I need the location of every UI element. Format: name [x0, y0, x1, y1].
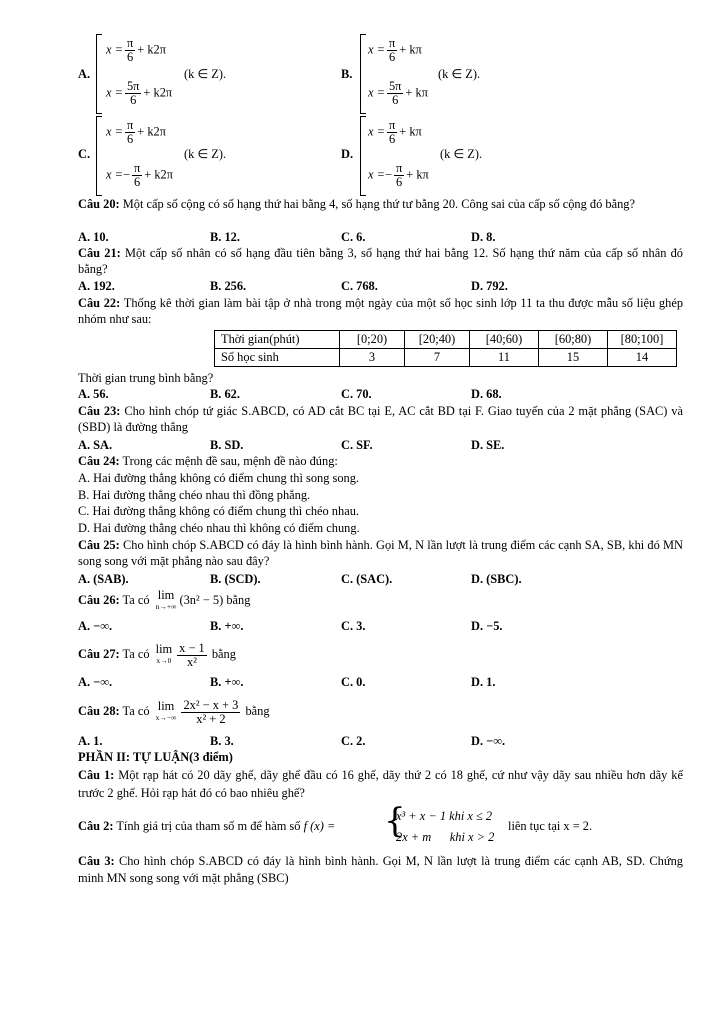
q20-stem: Câu 20: Một cấp số cộng có số hạng thứ hai bằng 4, số hạng thứ tư bằng 20. Công sai của cấp số cộng đó bằng? [78, 197, 635, 211]
q24-option-a: A. Hai đường thẳng không có điểm chung thì song song. [78, 471, 360, 485]
q27-stem: Câu 27: Ta có lim x→0 $\frac{x - 1}{\text{x²}}$ bằng [78, 640, 236, 669]
q22-option-d: D. 68. [471, 387, 502, 401]
q19-b-cond: (k ∈ Z). [438, 67, 481, 81]
table-cell: 7 [405, 349, 470, 367]
table-header-cell: Thời gian(phút) [215, 331, 340, 349]
q27-option-d: D. 1. [471, 675, 496, 689]
q19-d-line1: x = $\frac{\pi}{6}$ + kπ [368, 118, 422, 146]
q22-option-b: B. 62. [210, 387, 240, 401]
part2-question-3: Câu 3: Cho hình chóp S.ABCD có đáy là hình bình hành. Gọi M, N lần lượt là trung điểm các cạnh AB, SD. Chứng minh MN song song với mặt phẳng (SBC) [78, 854, 683, 885]
q22-data-table [214, 330, 677, 367]
q19-b-line1: x = $\frac{\pi}{6}$ + kπ [368, 36, 422, 64]
q28-option-c: C. 2. [341, 734, 366, 748]
part2-question-2-tail: liên tục tại x = 2. [508, 819, 593, 833]
table-row [215, 331, 677, 349]
part2-question-2: Câu 2: Tính giá trị của tham số m để hàm số f (x) = [78, 819, 336, 833]
q20-option-d: D. 8. [471, 230, 496, 244]
q19-option-a-label: A. [78, 67, 91, 81]
q25-option-c: C. (SAC). [341, 572, 393, 586]
q22-option-a: A. 56. [78, 387, 109, 401]
q19-b-line2: x = $\frac{5\pi}{6}$ + kπ [368, 79, 428, 107]
q28-option-b: B. 3. [210, 734, 234, 748]
q28-option-d: D. −∞. [471, 734, 506, 748]
q20-option-a: A. 10. [78, 230, 109, 244]
table-cell: 3 [340, 349, 405, 367]
q26-option-a: A. −∞. [78, 619, 113, 633]
q26-option-b: B. +∞. [210, 619, 244, 633]
part2-title: PHẦN II: TỰ LUẬN(3 điểm) [78, 750, 233, 764]
q25-option-d: D. (SBC). [471, 572, 522, 586]
q19-c-bracket [96, 116, 102, 196]
q25-option-b: B. (SCD). [210, 572, 261, 586]
table-cell: 15 [539, 349, 608, 367]
piecewise-case-1: x³ + x − 1 khi x ≤ 2 [396, 809, 493, 823]
q19-option-b-label: B. [341, 67, 353, 81]
q20-option-c: C. 6. [341, 230, 366, 244]
q26-stem: Câu 26: Ta có lim n→+∞ (3n² − 5) bằng [78, 588, 251, 611]
q23-option-c: C. SF. [341, 438, 373, 452]
q28-stem: Câu 28: Ta có lim x→−∞ $\frac{\text{2x² − x + 3}}{\text{x² + 2}}$ bằng [78, 697, 270, 726]
q23-option-b: B. SD. [210, 438, 244, 452]
q19-d-bracket [360, 116, 366, 196]
piecewise-brace: { [384, 801, 406, 841]
q21-option-c: C. 768. [341, 279, 378, 293]
q24-option-c: C. Hai đường thẳng không có điểm chung thì chéo nhau. [78, 504, 359, 518]
q19-b-bracket [360, 34, 366, 114]
q19-a-line2: x = $\frac{5\pi}{6}$ + k2π [106, 79, 173, 107]
table-row [215, 349, 677, 367]
q21-stem: Câu 21: Một cấp số nhân có số hạng đầu tiên bằng 3, số hạng thứ hai bằng 12. Số hạng thứ năm của cấp số nhân đó bằng? [78, 246, 684, 276]
q23-stem: Câu 23: Cho hình chóp tứ giác S.ABCD, có AD cắt BC tại E, AC cắt BD tại F. Giao tuyến của 2 mặt phẳng (SAC) và (SBD) là đường thẳng [78, 404, 683, 434]
table-header-cell: Số học sinh [215, 349, 340, 367]
table-cell: 14 [608, 349, 677, 367]
q24-option-d: D. Hai đường thẳng chéo nhau thì không có điểm chung. [78, 521, 360, 535]
piecewise-case-2: 2x + m khi x > 2 [396, 830, 495, 844]
q23-option-a: A. SA. [78, 438, 113, 452]
q19-a-line1: x = $\frac{\pi}{6}$ + k2π [106, 36, 166, 64]
q27-option-a: A. −∞. [78, 675, 113, 689]
q22-question: Thời gian trung bình bằng? [78, 371, 214, 385]
q27-option-b: B. +∞. [210, 675, 244, 689]
q23-option-d: D. SE. [471, 438, 505, 452]
q21-option-d: D. 792. [471, 279, 508, 293]
q21-option-a: A. 192. [78, 279, 115, 293]
q24-option-b: B. Hai đường thẳng chéo nhau thì đồng phẳng. [78, 488, 311, 502]
q19-d-line2: x =− $\frac{\pi}{6}$ + kπ [368, 161, 429, 189]
q22-stem: Câu 22: Thống kê thời gian làm bài tập ở nhà trong một ngày của một số học sinh lớp 11 ta thu được mẫu số liệu ghép nhóm như sau: [78, 296, 684, 326]
q21-option-b: B. 256. [210, 279, 247, 293]
q22-option-c: C. 70. [341, 387, 372, 401]
q25-stem: Câu 25: Cho hình chóp S.ABCD có đáy là hình bình hành. Gọi M, N lần lượt là trung điểm các cạnh SA, SB, khi đó MN song song với mặt phẳng nào sau đây? [78, 538, 683, 568]
table-cell: [40;60) [470, 331, 539, 349]
q19-a-bracket [96, 34, 102, 114]
q19-option-c-label: C. [78, 147, 91, 161]
q25-option-a: A. (SAB). [78, 572, 129, 586]
q26-option-d: D. −5. [471, 619, 503, 633]
table-cell: [80;100] [608, 331, 677, 349]
table-cell: 11 [470, 349, 539, 367]
table-cell: [0;20) [340, 331, 405, 349]
q27-option-c: C. 0. [341, 675, 366, 689]
q19-a-cond: (k ∈ Z). [184, 67, 227, 81]
q26-option-c: C. 3. [341, 619, 366, 633]
q19-d-cond: (k ∈ Z). [440, 147, 483, 161]
part2-question-1: Câu 1: Một rạp hát có 20 dãy ghế, dãy ghế đầu có 16 ghế, dãy thứ 2 có 18 ghế, cứ như vậy dãy sau nhiều hơn dãy kế trước 2 ghế. Hỏi rạp hát đó có bao nhiêu ghế? [78, 768, 683, 800]
q19-option-d-label: D. [341, 147, 354, 161]
q24-stem: Câu 24: Trong các mệnh đề sau, mệnh đề nào đúng: [78, 454, 338, 468]
q20-option-b: B. 12. [210, 230, 240, 244]
table-cell: [20;40) [405, 331, 470, 349]
q19-c-line2: x =− $\frac{\pi}{6}$ + k2π [106, 161, 173, 189]
q19-c-line1: x = $\frac{\pi}{6}$ + k2π [106, 118, 166, 146]
q19-c-cond: (k ∈ Z). [184, 147, 227, 161]
table-cell: [60;80) [539, 331, 608, 349]
q28-option-a: A. 1. [78, 734, 103, 748]
